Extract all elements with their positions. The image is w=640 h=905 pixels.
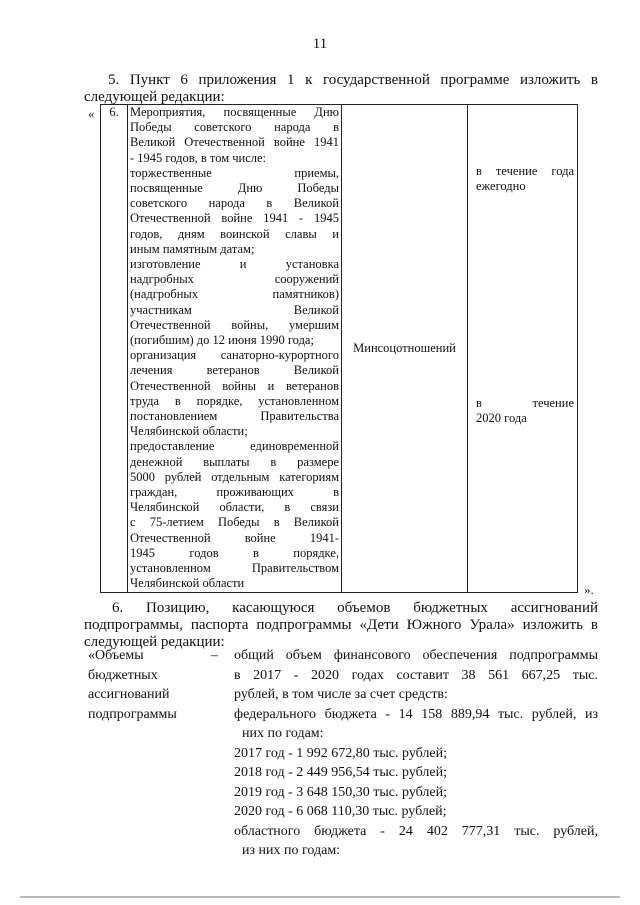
desc-line: годов, дням воинской славы и — [130, 226, 339, 241]
desc-line: Отечественной войны, умершим — [130, 317, 339, 332]
value-line: 2017 год - 1 992 672,80 тыс. рублей; — [234, 745, 448, 761]
label-line: подпрограммы — [88, 706, 177, 722]
desc-line: Челябинской области, в связи — [130, 500, 339, 515]
value-line: из них по годам: — [242, 843, 341, 858]
item5-line2: следующей редакции: — [84, 89, 225, 105]
value-line: федерального бюджета - 14 158 889,94 тыс. рублей, из — [234, 706, 598, 722]
desc-line: 5000 рублей отдельным категориям — [130, 469, 339, 484]
row-number: 6. — [101, 105, 128, 593]
value-line: 2020 год - 6 068 110,30 тыс. рублей; — [234, 804, 447, 819]
passport-value — [234, 646, 598, 861]
desc-line: Победы советского народа в — [130, 120, 339, 135]
term-block-2 — [476, 396, 574, 426]
activity-description — [128, 105, 342, 593]
desc-line: граждан, проживающих в — [130, 485, 339, 500]
desc-line: - 1945 годов, в том числе: — [130, 150, 267, 165]
desc-line: лечения ветеранов Великой — [130, 363, 339, 378]
desc-line: (погибшим) до 12 июня 1990 года; — [130, 333, 314, 348]
desc-line: иным памятным датам; — [130, 241, 255, 256]
item5-line1: 5. Пункт 6 приложения 1 к государственной программе изложить в — [108, 72, 598, 88]
label-dash: – — [211, 648, 218, 663]
desc-line: советского народа в Великой — [130, 196, 339, 211]
desc-line: денежной выплаты в размере — [130, 454, 339, 469]
desc-line: Отечественной войны и ветеранов — [130, 378, 339, 393]
term-block-1 — [476, 164, 574, 194]
table-open-quote: « — [88, 106, 95, 121]
desc-line: предоставление единовременной — [130, 439, 339, 454]
desc-line: изготовление и установка — [130, 257, 339, 272]
desc-line: Отечественной войне 1941 - 1945 — [130, 211, 339, 226]
item6-line3: следующей редакции: — [84, 634, 225, 650]
value-line: них по годам: — [242, 726, 324, 741]
desc-line: посвященные Дню Победы — [130, 181, 339, 196]
label-line: бюджетных — [88, 667, 158, 683]
item6-line2: подпрограммы, паспорта подпрограммы «Дети Южного Урала» изложить в — [84, 617, 598, 633]
desc-line: торжественные приемы, — [130, 165, 339, 180]
desc-line: установленном Правительством — [130, 561, 339, 576]
page-number: 11 — [312, 36, 328, 52]
term-line: в течение — [476, 396, 574, 410]
desc-line: с 75-летием Победы в Великой — [130, 515, 339, 530]
desc-line: Челябинской области — [130, 576, 245, 591]
desc-line: организация санаторно-курортного — [130, 348, 339, 363]
value-line: рублей, в том числе за счет средств: — [234, 687, 448, 702]
desc-line: надгробных сооружений — [130, 272, 339, 287]
desc-line: участникам Великой — [130, 302, 339, 317]
desc-line: Челябинской области; — [130, 424, 248, 439]
label-line: ассигнований — [88, 687, 170, 702]
value-line: 2018 год - 2 449 956,54 тыс. рублей; — [234, 765, 448, 780]
value-line: общий объем финансового обеспечения подпрограммы — [234, 648, 598, 663]
desc-line: 1945 годов в порядке, — [130, 545, 339, 560]
executor-cell: Минсоцотношений — [342, 105, 468, 593]
label-line: «Объемы — [88, 648, 144, 663]
desc-line: Мероприятия, посвященные Дню — [130, 105, 339, 119]
term-line: в течение года — [476, 164, 574, 178]
value-line: областного бюджета - 24 402 777,31 тыс. рублей, — [234, 823, 598, 839]
value-line: в 2017 - 2020 годах составит 38 561 667,25 тыс. — [234, 667, 598, 683]
desc-line: (надгробных памятников) — [130, 287, 339, 302]
desc-line: Великой Отечественной войне 1941 — [130, 135, 339, 150]
item6-line1: 6. Позицию, касающуюся объемов бюджетных ассигнований — [112, 600, 598, 616]
value-line: 2019 год - 3 648 150,30 тыс. рублей; — [234, 784, 448, 800]
scan-edge-line — [20, 896, 620, 898]
table-close-quote: ». — [584, 582, 594, 597]
desc-line: постановлением Правительства — [130, 409, 339, 424]
term-line: ежегодно — [476, 179, 526, 193]
desc-line: Отечественной войне 1941- — [130, 530, 339, 545]
passport-label — [88, 646, 218, 724]
term-line: 2020 года — [476, 411, 527, 425]
desc-line: труда в порядке, установленном — [130, 393, 339, 408]
